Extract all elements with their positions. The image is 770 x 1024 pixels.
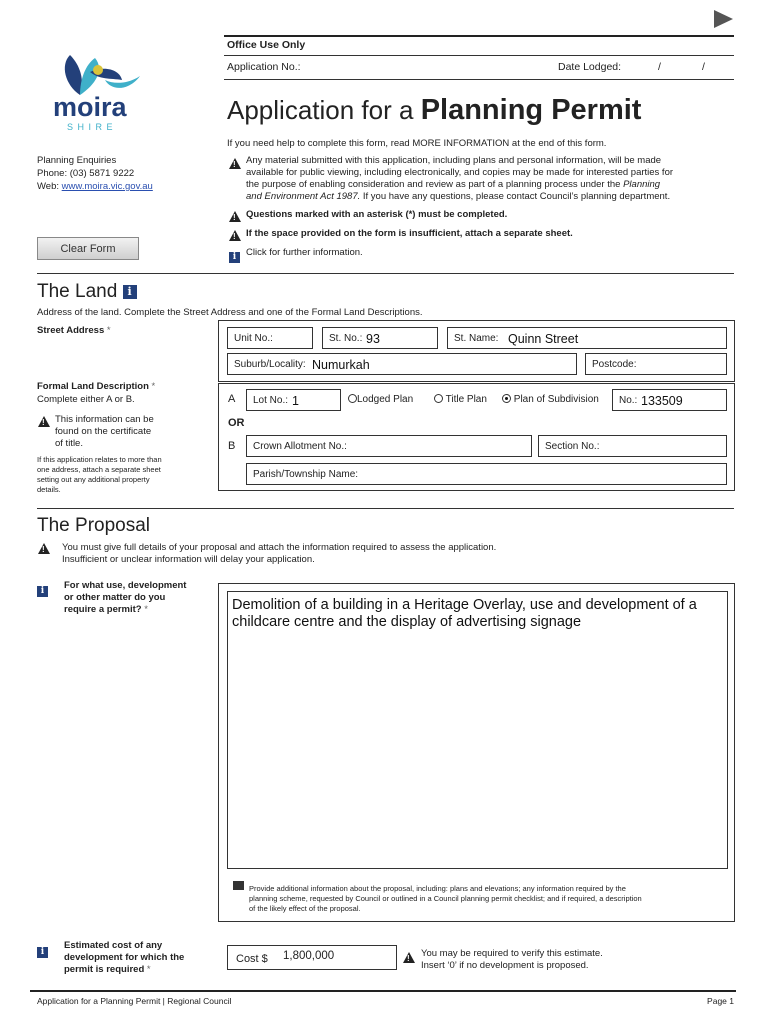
moira-shire-logo [50,50,155,135]
application-no-label: Application No.: [227,61,301,73]
proposal-warning-line: You must give full details of your proposal and attach the information required to assess the application. [62,542,497,553]
logo-subtitle: S H I R E [67,122,114,132]
additional-info-line: of the likely effect of the proposal. [249,904,361,913]
proposal-description-textarea[interactable]: Demolition of a building in a Heritage Overlay, use and development of a childcare centre and the display of advertising signage [227,591,728,869]
office-rule-mid [224,55,734,56]
radio-label: Plan of Subdivision [513,394,599,405]
verify-note-line: Insert ‘0’ if no development is proposed. [421,960,589,971]
suburb-field[interactable] [227,353,577,375]
info-icon[interactable]: i [37,941,48,959]
date-lodged-label: Date Lodged: [558,61,622,73]
use-question-line: require a permit? * [64,604,148,615]
postcode-label: Postcode: [592,359,637,370]
cost-question-line: Estimated cost of any [64,940,163,951]
street-no-value: 93 [366,332,380,346]
web-address [37,181,153,193]
section-divider [37,273,734,274]
radio-lodged-plan[interactable] [348,394,413,405]
use-question [64,580,186,616]
insufficient-note: If the space provided on the form is insufficient, attach a separate sheet. [246,228,573,239]
option-b-label: B [228,440,236,452]
proposal-warning [62,542,496,566]
unit-no-label: Unit No.: [234,333,273,344]
additional-info-note [249,884,729,914]
info-icon[interactable]: i [123,285,137,299]
formal-land-label: Formal Land Description * [37,381,156,392]
warning-icon [229,208,241,226]
lot-no-label: Lot No.: [253,395,289,406]
cost-field[interactable] [227,945,397,970]
help-text: If you need help to complete this form, read MORE INFORMATION at the end of this form. [227,138,607,149]
street-name-value: Quinn Street [508,332,579,346]
lot-no-field[interactable] [246,389,341,411]
or-label: OR [228,417,245,429]
multiple-address-line: setting out any additional property [37,475,150,484]
date-separator: / [702,61,705,73]
section-no-field[interactable] [538,435,727,457]
suburb-label: Suburb/Locality: [234,359,306,370]
cost-value: 1,800,000 [283,950,335,962]
privacy-line: Any material submitted with this application, including plans and personal information, will be made [246,155,662,166]
page-title-part2: Planning Permit [420,94,642,126]
formal-land-text: Formal Land Description [37,381,149,392]
footer-left: Application for a Planning Permit | Regional Council [37,996,232,1006]
parish-township-field[interactable] [246,463,727,485]
radio-label: Title Plan [445,394,487,405]
crown-allotment-label: Crown Allotment No.: [253,441,347,452]
multiple-address-line: details. [37,485,61,494]
info-icon[interactable]: i [37,580,48,598]
page-number: Page 1 [707,996,734,1006]
footer-rule [30,990,736,992]
cost-question [64,940,184,976]
page-title-part1: Application for a [227,95,414,125]
warning-icon [229,155,241,173]
office-rule-bottom [224,79,734,80]
additional-info-line: Provide additional information about the proposal, including: plans and elevations; any information required by the [249,884,626,893]
radio-button[interactable] [348,394,357,403]
radio-title-plan[interactable] [434,394,487,405]
warning-icon [229,227,241,245]
use-question-line: For what use, development [64,580,187,591]
clear-form-button[interactable]: Clear Form [37,237,139,260]
proposal-warning-line: Insufficient or unclear information will delay your application. [62,554,315,565]
street-address-text: Street Address [37,325,105,336]
radio-button[interactable] [434,394,443,403]
certificate-note [55,414,154,450]
radio-button-selected[interactable] [502,394,511,403]
land-description: Address of the land. Complete the Street Address and one of the Formal Land Descriptions. [37,307,423,318]
multiple-address-line: one address, attach a separate sheet [37,465,161,474]
radio-label: Lodged Plan [357,394,414,405]
plan-no-field[interactable] [612,389,727,411]
postcode-field[interactable] [585,353,727,375]
additional-info-line: planning scheme, requested by Council or outlined in a Council planning permit checklist; and if required, a description [249,894,642,903]
unit-no-field[interactable] [227,327,313,349]
warning-icon [38,413,50,431]
logo-wordmark: moira [53,92,127,122]
warning-icon [38,540,50,558]
street-no-label: St. No.: [329,333,363,344]
info-icon[interactable]: i [229,246,240,264]
privacy-text: the purpose of enabling consideration and review as part of a planning process under the [246,179,621,190]
complete-either-note: Complete either A or B. [37,394,135,405]
option-a-label: A [228,393,236,405]
warning-icon [403,949,415,967]
certificate-note-line: of title. [55,438,83,449]
multiple-address-line: If this application relates to more than [37,455,162,464]
multiple-address-note [37,455,162,495]
web-link[interactable]: www.moira.vic.gov.au [61,181,153,192]
parish-township-label: Parish/Township Name: [253,469,359,480]
proposal-section-title: The Proposal [37,515,151,536]
cost-label: Cost $ [236,953,268,965]
suburb-value: Numurkah [312,358,370,372]
street-name-label: St. Name: [454,333,499,344]
phone-number: Phone: (03) 5871 9222 [37,168,135,179]
privacy-line: available for public viewing, including electronically, and copies may be made for interested parties for [246,167,674,178]
verify-note-line: You may be required to verify this estimate. [421,948,603,959]
use-question-line: or other matter do you [64,592,166,603]
verify-note [421,948,603,972]
crown-allotment-field[interactable] [246,435,532,457]
section-divider [37,508,734,509]
street-no-field[interactable] [322,327,438,349]
lot-no-value: 1 [292,394,299,408]
date-separator: / [658,61,661,73]
office-rule-top [224,35,734,37]
section-no-label: Section No.: [545,441,600,452]
note-icon [233,881,244,890]
street-address-label: Street Address * [37,325,111,336]
click-info-text: Click for further information. [246,247,363,258]
land-title-text: The Land [37,281,118,302]
act-name: Planning [623,179,661,190]
act-name: and Environment Act 1987. [246,191,361,202]
next-page-arrow-icon[interactable] [714,10,733,28]
plan-no-label: No.: [619,395,638,406]
page-title [227,94,641,127]
planning-enquiries: Planning Enquiries [37,155,117,166]
radio-plan-of-subdivision[interactable] [502,394,599,405]
cost-question-line: development for which the [64,952,185,963]
privacy-text: If you have any questions, please contact Council’s planning department. [362,191,671,202]
privacy-line [246,191,736,203]
web-label: Web: [37,181,60,192]
privacy-line [246,179,736,191]
certificate-note-line: found on the certificate [55,426,152,437]
office-use-only-label: Office Use Only [227,39,306,51]
land-section-title [37,281,137,303]
asterisk-note: Questions marked with an asterisk (*) must be completed. [246,209,508,220]
plan-no-value: 133509 [641,394,683,408]
cost-question-text: permit is required [64,964,145,975]
certificate-note-line: This information can be [55,414,154,425]
use-question-text: require a permit? [64,604,142,615]
privacy-notice [246,155,736,203]
cost-question-line: permit is required * [64,964,151,975]
street-name-field[interactable] [447,327,727,349]
